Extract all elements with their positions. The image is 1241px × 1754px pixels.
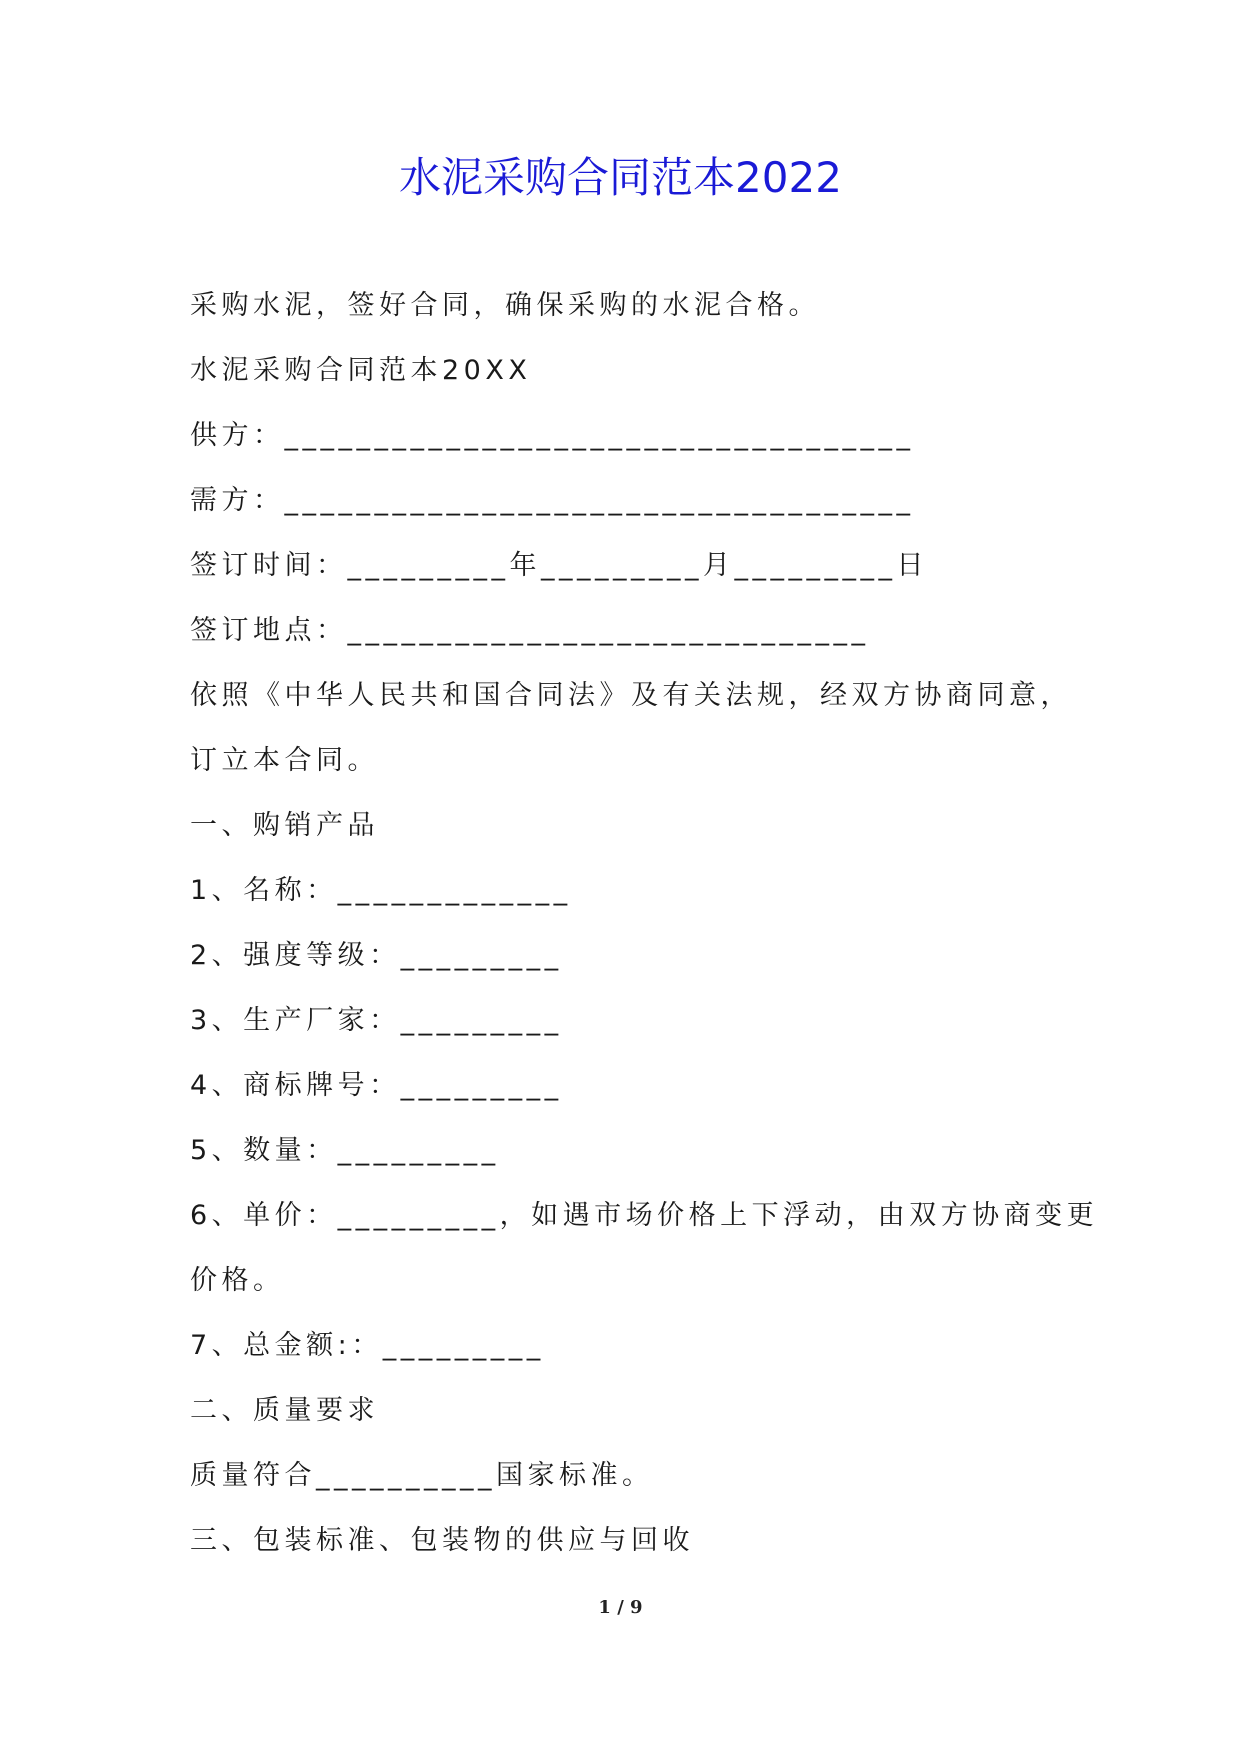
section-heading-products: 一、购销产品	[190, 810, 379, 841]
legal-basis-line-cont: 订立本合同。	[190, 745, 379, 776]
total-amount-field: 7、总金额:：_________	[190, 1330, 545, 1361]
sign-place-field: 签订地点：_____________________________	[190, 615, 870, 646]
page-number: 1 / 9	[598, 1597, 643, 1618]
sign-date-field: 签订时间：_________年_________月_________日	[190, 550, 928, 581]
section-heading-quality: 二、质量要求	[190, 1395, 379, 1426]
unit-price-field: 6、单价：_________，如遇市场价格上下浮动，由双方协商变更	[190, 1200, 1099, 1231]
legal-basis-line: 依照《中华人民共和国合同法》及有关法规，经双方协商同意，	[190, 680, 1072, 711]
document-title: 水泥采购合同范本2022	[399, 153, 842, 202]
product-name-field: 1、名称：_____________	[190, 875, 572, 906]
intro-line: 采购水泥，签好合同，确保采购的水泥合格。	[190, 290, 820, 321]
section-heading-packaging: 三、包装标准、包装物的供应与回收	[190, 1525, 694, 1556]
quality-standard-field: 质量符合__________国家标准。	[190, 1460, 654, 1491]
supplier-field: 供方：___________________________________	[190, 420, 915, 451]
strength-grade-field: 2、强度等级：_________	[190, 940, 563, 971]
manufacturer-field: 3、生产厂家：_________	[190, 1005, 563, 1036]
quantity-field: 5、数量：_________	[190, 1135, 500, 1166]
subtitle-line: 水泥采购合同范本20XX	[190, 355, 532, 386]
buyer-field: 需方：___________________________________	[190, 485, 915, 516]
brand-field: 4、商标牌号：_________	[190, 1070, 563, 1101]
document-body	[190, 286, 1099, 1586]
unit-price-field-cont: 价格。	[190, 1265, 285, 1296]
